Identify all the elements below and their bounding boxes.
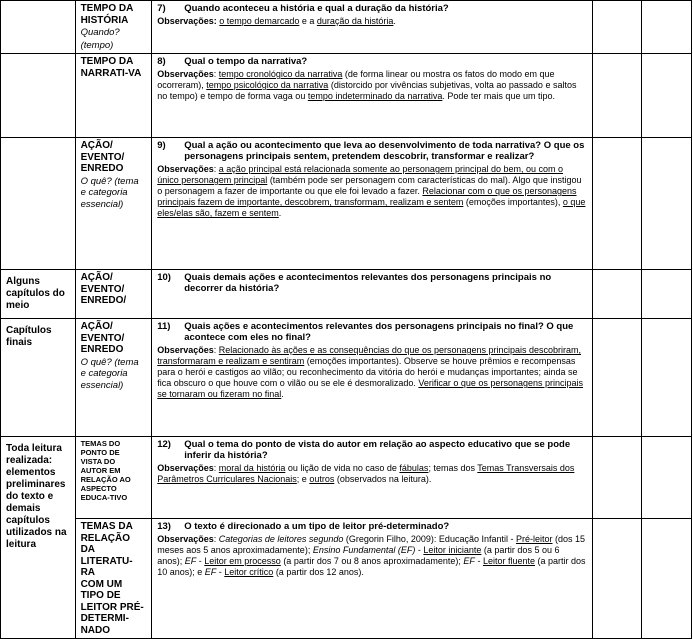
question [157,3,586,14]
topic-line: AÇÃO/ [80,140,113,151]
observation-text: : [213,534,219,544]
underlined-term: Leitor iniciante [423,545,482,555]
underlined-term: Verificar o que os personagens principais se tornaram ou fizeram no final [157,378,583,399]
observation-text: : [213,345,219,355]
topic-hint: Quando? [80,27,120,38]
blank-cell [592,437,642,519]
observation-text: EF [184,556,197,566]
observation-text: (emoções importantes). Observe se houve prêmios e recompensas para o herói e castigos ao vilão; ou reconhecimento da vitória do herói e mudanças importantes; ainda se fica obscuro o que houve com o vilão ou se ele é desmoralizado. [157,356,578,388]
observations-label: Observações [157,463,214,473]
observation-text: - [415,545,424,555]
observations-label: Observações [157,345,214,355]
table-row [1,519,692,639]
underlined-term: tempo cronológico da narrativa [218,69,343,79]
observation-text: : [213,463,219,473]
question-number: 8) [157,56,166,67]
table-row [1,54,692,138]
topic-line: EVENTO/ [80,332,125,344]
blank-cell [592,54,642,138]
blank-cell [642,519,692,639]
observation-text: Ensino Fundamental (EF) [312,545,416,555]
section-cell [1,270,76,319]
question-number: 7) [157,3,166,14]
question-number: 13) [157,521,171,532]
underlined-term: o tempo demarcado [219,16,300,26]
observation-text: (a partir dos 5 ou 6 anos); [157,545,560,566]
question-number: 9) [157,140,166,151]
question-text: Quando aconteceu a história e qual a duração da história? [184,3,449,14]
observations [157,164,586,219]
observation-text: (dos 15 meses aos 5 anos aproximadamente); [157,534,586,555]
observation-text: . [393,16,396,26]
observations-label: Observações: [157,16,217,26]
observation-text: Categorias de leitores segundo [218,534,344,544]
blank-cell [592,519,642,639]
observation-text: (a partir dos 10 anos); e [157,556,586,577]
topic-line: ENREDO [80,163,124,174]
section-label: Capítulos finais [6,325,52,348]
observation-text: . [278,208,282,218]
topic-line: RELAÇÃO AO [80,475,131,484]
question-number: 11) [157,321,171,332]
observation-text: (a partir dos 12 anos). [273,567,364,577]
observations-label: Observações [157,164,214,174]
question [157,321,586,343]
topic-line: TEMPO DA [80,3,134,14]
topic-line: NARRATI-VA [80,67,142,79]
observation-text: ; e [296,474,310,484]
topic-line: TEMPO DA [80,56,134,67]
question-number: 10) [157,272,171,283]
section-cell [1,319,76,437]
observation-text: (de forma linear ou mostra os fatos do modo em que ocorreram), [157,69,555,90]
topic-line: DETERMI- [80,613,129,624]
observations [157,69,586,102]
topic-label [81,56,147,79]
table-row [1,270,692,319]
observation-text: - [216,567,225,577]
observations-label: Observações [157,534,214,544]
section-cell [1,437,76,639]
topic-hint: O quê? (tema e categoria essencial) [80,356,139,391]
topic-label [81,439,147,502]
blank-cell [642,319,692,437]
blank-cell [642,138,692,270]
observation-text: : [213,164,219,174]
topic-line: VISTA DO [80,457,116,466]
underlined-term: Leitor fluente [482,556,535,566]
topic-cell [75,319,152,437]
blank-cell [642,1,692,54]
topic-line: COM UM [80,578,123,590]
underlined-term: tempo psicológico da narrativa [206,80,329,90]
topic-label [81,321,147,356]
blank-cell [642,54,692,138]
underlined-term: fábulas [399,463,429,473]
blank-cell [592,270,642,319]
question-text: Quais ações e acontecimentos relevantes dos personagens principais no final? O que acontece com eles no final? [184,321,574,343]
observation-text: (observados na leitura). [334,474,432,484]
topic-line: PONTO DE [80,448,120,457]
topic-cell [75,519,152,639]
blank-cell [592,319,642,437]
observations [157,463,586,485]
table-row [1,437,692,519]
blank-cell [642,270,692,319]
topic-line: ENREDO [80,344,124,355]
section-label: Alguns capítulos do meio [6,276,65,311]
question [157,272,586,294]
topic-cell [75,54,152,138]
question-number: 12) [157,439,171,450]
observation-text: (emoções importantes), [463,197,563,207]
underlined-term: tempo indeterminado da narrativa [307,91,443,101]
observation-text: (distorcido por vivências subjetivas, volta ao passado e saltos no tempo) e tempo de forma vaga ou [157,80,577,101]
observation-text: (a partir dos 7 ou 8 anos aproximadamente); [280,556,464,566]
underlined-term: Pré-leitor [515,534,553,544]
question-text: Qual o tempo da narrativa? [184,56,308,67]
observation-text: EF [463,556,475,566]
observations [157,16,586,27]
question [157,439,586,461]
underlined-term: Temas Transversais dos Parâmetros Curriculares Nacionais [157,463,575,484]
observations [157,534,586,578]
topic-cell [75,138,152,270]
topic-label [81,3,147,26]
topic-line: ENREDO/ [80,295,127,306]
underlined-term: Leitor crítico [224,567,274,577]
topic-cell [75,437,152,519]
observation-text: - [474,556,483,566]
question-text: O texto é direcionado a um tipo de leitor pré-determinado? [184,521,450,532]
topic-cell [75,270,152,319]
observations-label: Observações [157,69,214,79]
topic-line: TIPO DE [80,590,121,601]
question-cell [152,54,592,138]
observation-text: e a [299,16,317,26]
topic-line: NADO [80,624,111,636]
question-cell [152,1,592,54]
underlined-term: o que eles/elas são, fazem e sentem [157,197,586,218]
question [157,140,586,162]
topic-line: EDUCA-TIVO [80,493,128,502]
observation-text: . Pode ter mais que um tipo. [442,91,555,101]
observation-text: ; temas dos [428,463,478,473]
question-cell [152,270,592,319]
observation-text: . [281,389,284,399]
topic-line: HISTÓRIA [80,14,129,26]
underlined-term: Relacionar com o que os personagens principais fazem de importante, descobrem, transformam, realizam e sentem [157,186,577,207]
question [157,56,586,67]
blank-cell [592,1,642,54]
topic-label [81,521,147,636]
topic-line: ASPECTO [80,484,117,493]
topic-line: AUTOR EM [80,466,121,475]
question-text: Qual a ação ou acontecimento que leva ao desenvolvimento de toda narrativa? O que os personagens principais sentem, pretendem descobrir, transformar e realizar? [184,140,585,162]
topic-line: TEMAS DA [80,521,133,532]
section-cell [1,1,76,54]
underlined-term: a ação principal está relacionada somente ao personagem principal do bem, ou com o único personagem principal [157,164,564,185]
table-row [1,319,692,437]
underlined-term: Relacionado às ações e as consequências do que os personagens principais descobriram, transformaram e realizam e sentiram [157,345,582,366]
topic-line: LITERATU-RA [80,555,133,578]
underlined-term: Leitor em processo [204,556,281,566]
section-label: Toda leitura realizada: elementos preliminares do texto e demais capítulos utilizados na leitura [6,443,67,550]
topic-line: AÇÃO/ [80,272,113,283]
observations [157,345,586,400]
topic-line: EVENTO/ [80,283,125,295]
question-cell [152,519,592,639]
topic-line: LEITOR PRÉ- [80,601,144,613]
topic-label [81,272,147,307]
question-text: Quais demais ações e acontecimentos relevantes dos personagens principais no decorrer da história? [184,272,552,294]
question-cell [152,138,592,270]
observation-text: (também pode ser personagem com características do mal). Algo que instigou o personagem a fazer de importante ou que ele foi levado a fazer. [157,175,582,196]
question-cell [152,319,592,437]
question [157,521,586,532]
topic-hint: (tempo) [80,39,114,51]
topic-cell [75,1,152,54]
observation-text: EF [204,567,217,577]
table-row [1,1,692,54]
topic-line: RELAÇÃO DA [80,532,131,555]
blank-cell [592,138,642,270]
underlined-term: moral da história [218,463,286,473]
underlined-term: outros [309,474,335,484]
topic-line: EVENTO/ [80,151,125,163]
topic-hint: O quê? (tema e categoria essencial) [80,175,139,210]
underlined-term: duração da história [316,16,394,26]
question-text: Qual o tema do ponto de vista do autor em relação ao aspecto educativo que se pode inferir da história? [184,439,571,461]
topic-label [81,140,147,175]
question-cell [152,437,592,519]
observation-text: : [213,69,219,79]
topic-line: AÇÃO/ [80,321,113,332]
section-cell [1,138,76,270]
observation-text: ou lição de vida no caso de [285,463,400,473]
topic-line: TEMAS DO [80,439,121,448]
observation-text: - [196,556,205,566]
table-row [1,138,692,270]
blank-cell [642,437,692,519]
observation-text: (Gregorin Filho, 2009): Educação Infantil - [343,534,516,544]
section-cell [1,54,76,138]
